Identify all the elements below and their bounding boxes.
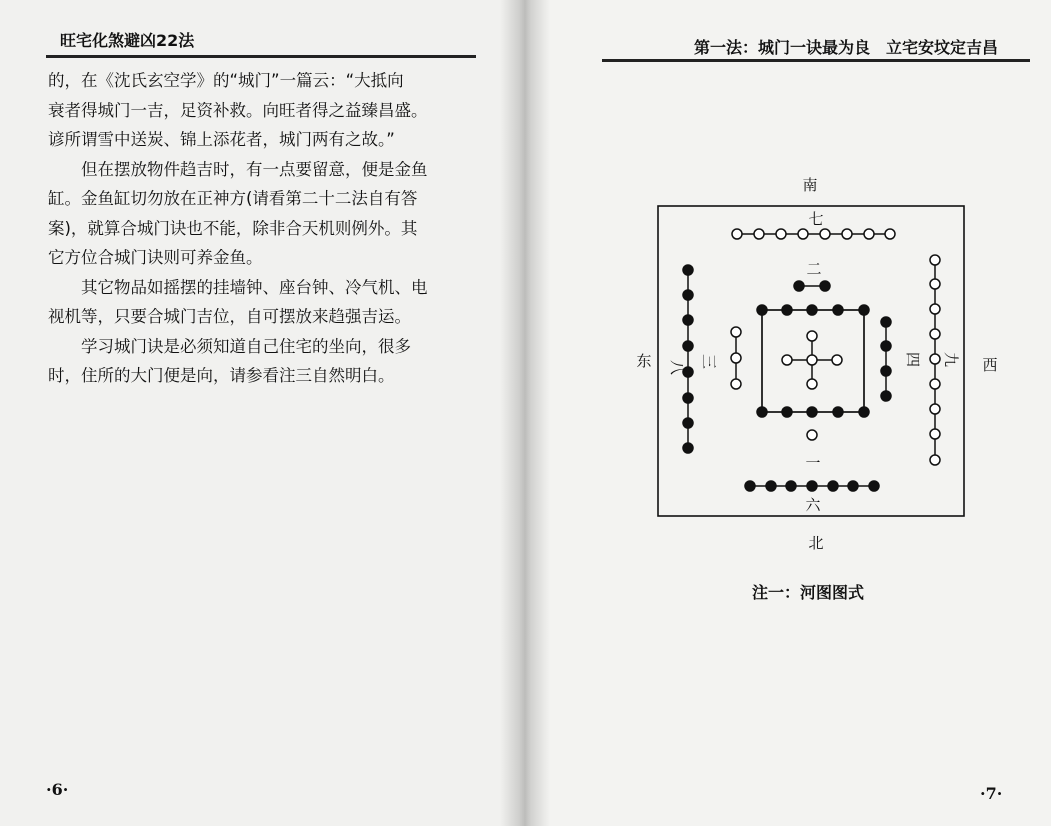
paragraph-line: 时，住所的大门便是向，请参看注三自然明白。	[48, 366, 395, 385]
book-gutter	[500, 0, 550, 826]
paragraph-line: 衰者得城门一吉，足资补救。向旺者得之益臻昌盛。	[48, 100, 428, 120]
left-page-body	[48, 66, 468, 391]
paragraph-line: 其它物品如摇摆的挂墙钟、座台钟、冷气机、电	[48, 277, 428, 297]
paragraph-line: 的，在《沈氏玄空学》的“城门”一篇云：“大抵向	[48, 71, 404, 90]
direction-east: 东	[636, 352, 652, 370]
numeral-four: 四	[904, 352, 922, 368]
numeral-eight: 八	[668, 360, 686, 376]
bleed-through-text	[48, 390, 468, 770]
south-seven-white	[732, 229, 895, 239]
east-eight-black	[683, 265, 693, 453]
paragraph-line: 谚所谓雪中送炭、锦上添花者，城门两有之故。”	[48, 130, 395, 149]
direction-south: 南	[802, 176, 818, 194]
paragraph-line: 但在摆放物件趋吉时，有一点要留意，便是金鱼	[48, 159, 428, 179]
paragraph-line: 它方位合城门诀则可养金鱼。	[48, 248, 263, 267]
paragraph-line: 学习城门诀是必须知道自己住宅的坐向，很多	[48, 336, 411, 356]
left-page-number: ·6·	[46, 780, 69, 799]
north-six-black	[745, 481, 879, 491]
left-page-header: 旺宅化煞避凶22法	[60, 31, 195, 50]
numeral-two: 二	[806, 260, 822, 278]
direction-west: 西	[982, 356, 998, 374]
south-two-black	[794, 281, 830, 291]
north-one-white	[807, 430, 817, 440]
left-header-rule	[46, 55, 476, 58]
numeral-one: 一	[805, 454, 821, 472]
right-header-rule	[602, 59, 1030, 62]
paragraph-line: 案)，就算合城门诀也不能，除非合天机则例外。其	[48, 218, 418, 238]
left-page	[0, 0, 520, 826]
numeral-nine: 九	[942, 352, 960, 368]
right-page-number: ·7·	[980, 784, 1003, 803]
direction-north: 北	[808, 534, 824, 552]
west-nine-white	[930, 255, 940, 465]
numeral-three: 三	[700, 354, 718, 370]
east-three-white	[731, 327, 741, 389]
diagram-caption: 注一：河图图式	[752, 583, 865, 602]
numeral-seven: 七	[808, 210, 824, 228]
paragraph-line: 缸。金鱼缸切勿放在正神方(请看第二十二法自有答	[48, 189, 418, 208]
hetu-diagram	[602, 170, 998, 570]
numeral-six: 六	[805, 496, 821, 514]
paragraph-line: 视机等，只要合城门吉位，自可摆放来趋强吉运。	[48, 307, 411, 326]
right-page-header: 第一法：城门一诀最为良 立宅安坟定吉昌	[694, 38, 999, 57]
west-four-black	[881, 317, 891, 401]
center-five-white	[782, 331, 842, 389]
